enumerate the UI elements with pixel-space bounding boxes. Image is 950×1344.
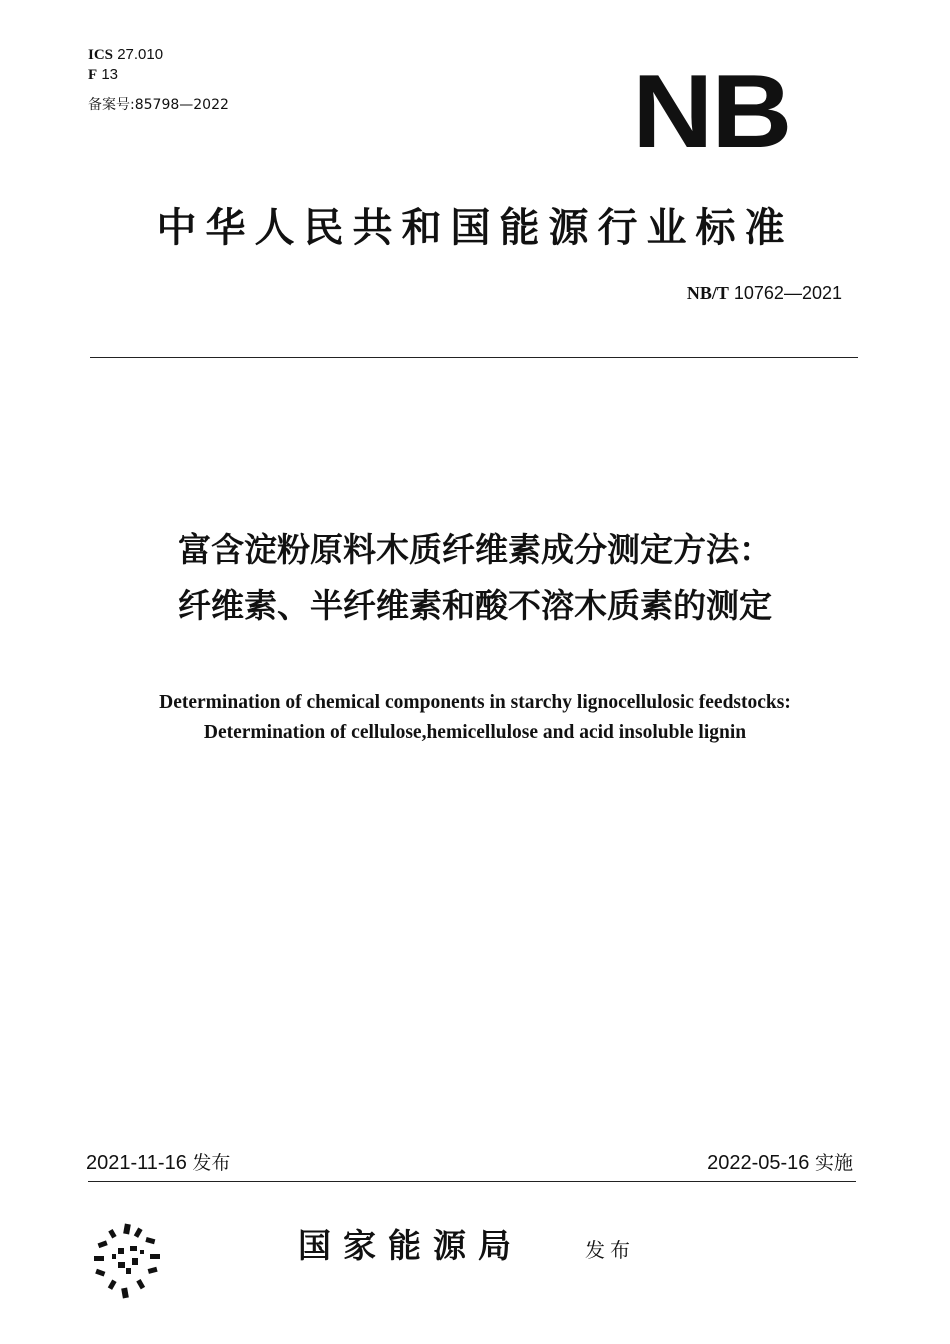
chinese-title-line-1: 富含淀粉原料木质纤维素成分测定方法： <box>178 530 772 569</box>
top-divider <box>90 357 858 358</box>
ics-number: 27.010 <box>117 46 164 63</box>
record-number: 备案号:85798—2022 <box>88 97 229 113</box>
publish-date-value: 2021-11-16 <box>86 1152 187 1174</box>
chinese-title <box>60 522 890 634</box>
nb-logo: NB <box>632 54 790 170</box>
english-title <box>60 688 890 748</box>
national-energy-administration-emblem-icon <box>88 1222 170 1304</box>
ics-code <box>88 44 163 66</box>
bottom-divider <box>88 1181 856 1182</box>
class-label: F <box>88 67 98 83</box>
issuer-suffix: 发布 <box>585 1238 635 1262</box>
standard-number <box>687 283 842 304</box>
chinese-title-line-2: 纤维素、半纤维素和酸不溶木质素的测定 <box>178 586 772 625</box>
implement-label: 实施 <box>814 1152 853 1174</box>
standard-code: 10762—2021 <box>733 283 842 303</box>
organization-title: 中华人民共和国能源行业标准 <box>156 205 794 251</box>
english-title-line-2: Determination of cellulose,hemicellulose and acid insoluble lignin <box>203 722 747 743</box>
english-title-line-1: Determination of chemical components in starchy lignocellulosic feedstocks: <box>159 692 791 713</box>
standard-prefix: NB/T <box>686 283 729 303</box>
emblem-graphic <box>88 1222 170 1304</box>
publish-label: 发布 <box>192 1152 231 1174</box>
publish-date <box>86 1150 230 1176</box>
implement-date-value: 2022-05-16 <box>707 1152 810 1174</box>
class-number: 13 <box>101 66 119 83</box>
issuer-name: 国家能源局 <box>298 1226 523 1265</box>
classification-code <box>88 64 118 86</box>
implement-date <box>707 1150 853 1176</box>
ics-label: ICS <box>88 47 114 63</box>
